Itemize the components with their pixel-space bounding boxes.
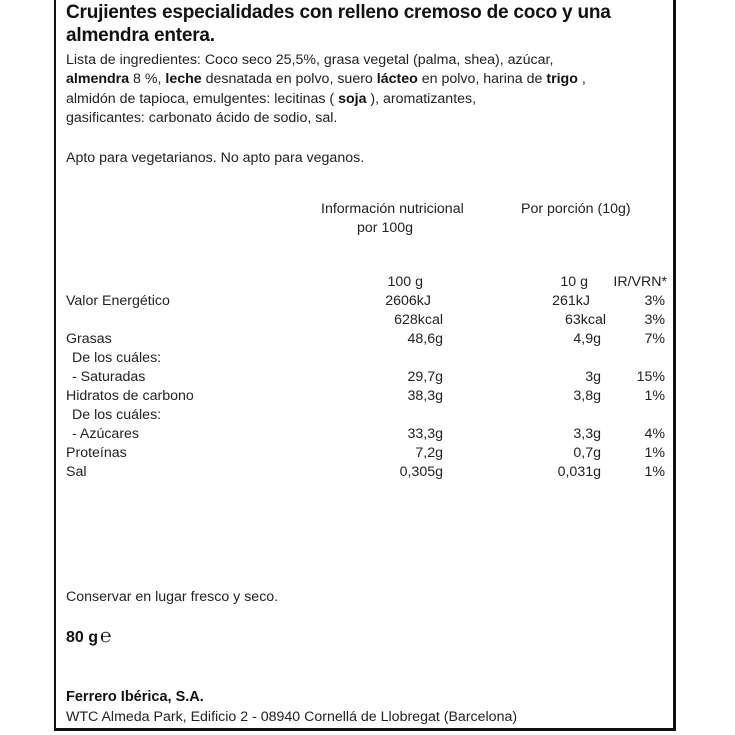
nutrient-value-portion: 0,7g — [573, 445, 601, 461]
diet-note: Apto para vegetarianos. No apto para veganos. — [66, 150, 365, 166]
ingredients-text: desnatada en polvo, suero — [201, 71, 377, 87]
net-weight — [66, 626, 111, 648]
nutrient-label: Hidratos de carbono — [66, 388, 194, 404]
allergen-lacteo: lácteo — [376, 71, 418, 87]
nutrient-label: De los cuáles: — [72, 350, 162, 366]
nutrient-value-portion: 3,8g — [573, 388, 601, 404]
product-title-line-2: almendra entera. — [66, 25, 215, 46]
nutrient-value-ir: 3% — [644, 293, 665, 309]
column-per100-unit: 100 g — [387, 274, 423, 290]
ingredients-text: , — [577, 71, 586, 87]
column-portion-unit: 10 g — [560, 274, 588, 290]
nutrient-label: - Saturadas — [72, 369, 146, 385]
ingredients-line-1: Lista de ingredientes: Coco seco 25,5%, grasa vegetal (palma, shea), azúcar, — [66, 52, 554, 68]
allergen-soja: soja — [338, 91, 367, 107]
nutrient-value-portion: 3,3g — [573, 426, 601, 442]
ingredients-line-4: gasificantes: carbonato ácido de sodio, sal. — [66, 110, 338, 126]
ingredients-text: 8 %, — [129, 71, 166, 87]
product-title-line-1: Crujientes especialidades con relleno cremoso de coco y una — [66, 2, 611, 23]
nutrient-value-per100: 0,305g — [399, 464, 443, 480]
column-ir-header: IR/VRN* — [613, 274, 667, 290]
allergen-leche: leche — [165, 71, 202, 87]
nutrient-value-per100: 628kcal — [394, 312, 443, 328]
nutrient-label: - Azúcares — [72, 426, 140, 442]
nutrient-value-portion: 63kcal — [564, 312, 606, 328]
nutrient-value-ir: 1% — [644, 388, 665, 404]
nutrient-value-per100: 33,3g — [407, 426, 443, 442]
nutrient-value-per100: 7,2g — [415, 445, 443, 461]
nutrient-label: Grasas — [66, 331, 112, 347]
nutrition-header-per100-sub: por 100g — [357, 220, 414, 236]
nutrition-header-portion: Por porción (10g) — [521, 201, 631, 217]
nutrient-value-ir: 15% — [636, 369, 665, 385]
net-weight-value: 80 g — [66, 629, 99, 646]
nutrient-value-per100: 2606kJ — [385, 293, 431, 309]
ingredients-text: en polvo, harina de — [417, 71, 547, 87]
ingredients-line-2 — [66, 71, 586, 87]
allergen-trigo: trigo — [546, 71, 578, 87]
nutrient-value-portion: 261kJ — [552, 293, 590, 309]
nutrient-value-portion: 4,9g — [573, 331, 601, 347]
nutrient-value-ir: 1% — [644, 464, 665, 480]
nutrient-label: De los cuáles: — [72, 407, 162, 423]
nutrient-label: Proteínas — [66, 445, 127, 461]
storage-note: Conservar en lugar fresco y seco. — [66, 589, 279, 605]
ingredients-text: almidón de tapioca, emulgentes: lecitinas ( — [66, 91, 339, 107]
nutrient-value-per100: 29,7g — [407, 369, 443, 385]
nutrient-value-per100: 38,3g — [407, 388, 443, 404]
allergen-almendra: almendra — [66, 71, 130, 87]
nutrient-value-portion: 3g — [585, 369, 601, 385]
nutrient-label: Valor Energético — [66, 293, 170, 309]
ingredients-line-3 — [66, 91, 476, 107]
company-name: Ferrero Ibérica, S.A. — [66, 689, 204, 705]
nutrient-value-ir: 3% — [644, 312, 665, 328]
ingredients-text: ), aromatizantes, — [366, 91, 477, 107]
nutrient-value-ir: 4% — [644, 426, 665, 442]
nutrition-header-per100: Información nutricional — [321, 201, 464, 217]
nutrient-value-per100: 48,6g — [407, 331, 443, 347]
nutrient-value-ir: 1% — [644, 445, 665, 461]
nutrient-value-ir: 7% — [644, 331, 665, 347]
nutrient-value-portion: 0,031g — [557, 464, 601, 480]
nutrient-label: Sal — [66, 464, 87, 480]
company-address: WTC Almeda Park, Edificio 2 - 08940 Cornellá de Llobregat (Barcelona) — [66, 709, 518, 725]
estimated-sign-icon: ℮ — [100, 626, 112, 647]
